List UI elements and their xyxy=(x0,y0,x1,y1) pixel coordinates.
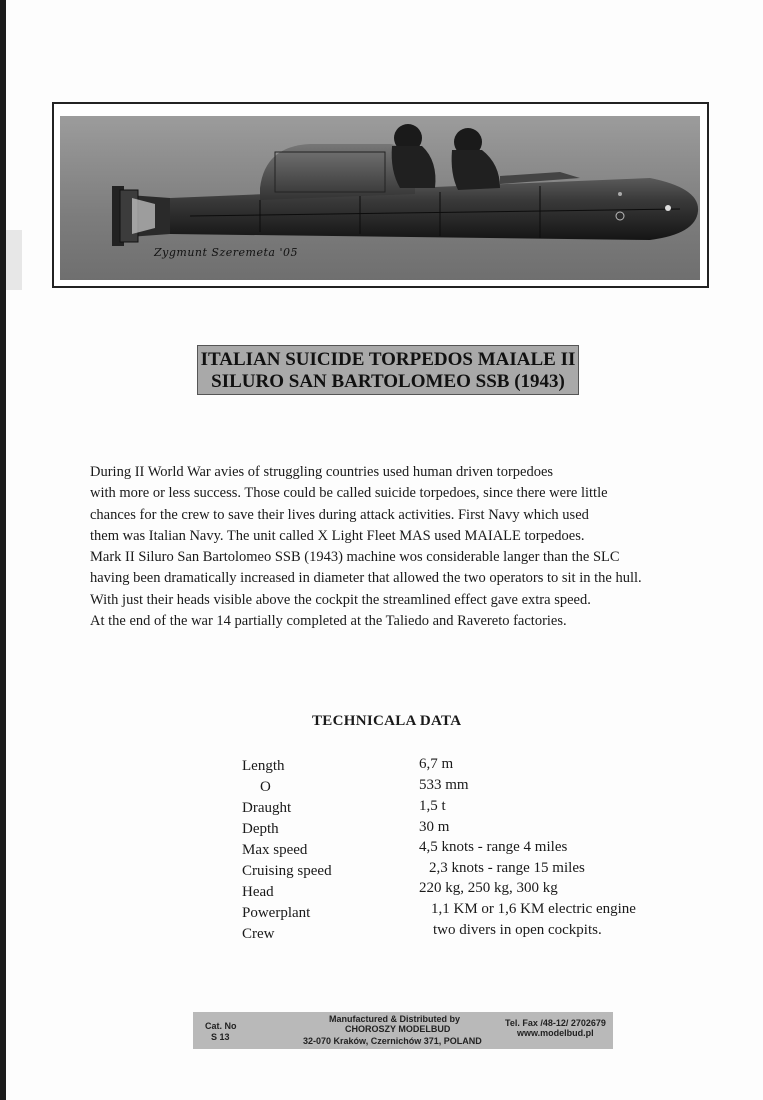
technical-data-heading: TECHNICALA DATA xyxy=(312,713,462,729)
spec-label: Max speed xyxy=(242,842,308,858)
spec-value: 533 mm xyxy=(419,777,469,793)
spec-value: 4,5 knots - range 4 miles xyxy=(419,839,568,855)
description-paragraph xyxy=(90,462,730,632)
body-line: Mark II Siluro San Bartolomeo SSB (1943) machine wos considerable langer than the SLC xyxy=(90,549,620,566)
body-line: them was Italian Navy. The unit called X Light Fleet MAS used MAIALE torpedoes. xyxy=(90,527,585,544)
manufacturer-address: 32-070 Kraków, Czernichów 371, POLAND xyxy=(303,1036,482,1046)
spec-value: 6,7 m xyxy=(419,756,454,772)
body-line: with more or less success. Those could be called suicide torpedoes, since there were little xyxy=(90,485,608,502)
manufacturer-footer xyxy=(193,1012,613,1049)
spec-label: Depth xyxy=(242,821,279,837)
artist-signature: Zygmunt Szeremeta '05 xyxy=(154,246,298,259)
scan-smudge xyxy=(6,230,22,290)
body-line: chances for the crew to save their lives during attack activities. First Navy which used xyxy=(90,506,589,523)
spec-label: O xyxy=(260,779,271,795)
title-line-1: ITALIAN SUICIDE TORPEDOS MAIALE II xyxy=(200,349,576,370)
catalog-number: S 13 xyxy=(211,1032,230,1042)
body-line: having been dramatically increased in diameter that allowed the two operators to sit in the hull. xyxy=(90,570,642,587)
body-line: At the end of the war 14 partially completed at the Taliedo and Ravereto factories. xyxy=(90,613,567,630)
spec-label: Head xyxy=(242,884,274,900)
telephone-fax: Tel. Fax /48-12/ 2702679 xyxy=(505,1018,606,1028)
spec-label: Powerplant xyxy=(242,905,311,921)
document-title xyxy=(197,345,579,395)
scan-edge xyxy=(0,0,6,1100)
manufacturer-line-1: Manufactured & Distributed by xyxy=(329,1014,461,1024)
body-line: With just their heads visible above the cockpit the streamlined effect gave extra speed. xyxy=(90,591,591,608)
torpedo-illustration-frame xyxy=(52,102,709,288)
spec-value: two divers in open cockpits. xyxy=(433,922,602,938)
spec-label: Crew xyxy=(242,926,275,942)
body-line: During II World War avies of struggling countries used human driven torpedoes xyxy=(90,464,554,480)
torpedo-illustration xyxy=(60,116,700,280)
spec-label: Draught xyxy=(242,800,292,816)
title-line-2: SILURO SAN BARTOLOMEO SSB (1943) xyxy=(211,371,565,392)
catalog-label: Cat. No xyxy=(205,1021,237,1031)
spec-value: 220 kg, 250 kg, 300 kg xyxy=(419,880,558,896)
spec-value: 2,3 knots - range 15 miles xyxy=(429,860,585,876)
spec-label: Length xyxy=(242,758,285,774)
website-link[interactable]: www.modelbud.pl xyxy=(517,1028,594,1038)
spec-label: Cruising speed xyxy=(242,863,332,879)
spec-value: 30 m xyxy=(419,819,450,835)
spec-value: 1,5 t xyxy=(419,798,446,814)
spec-value: 1,1 KM or 1,6 KM electric engine xyxy=(431,901,636,917)
manufacturer-name: CHOROSZY MODELBUD xyxy=(345,1024,451,1034)
